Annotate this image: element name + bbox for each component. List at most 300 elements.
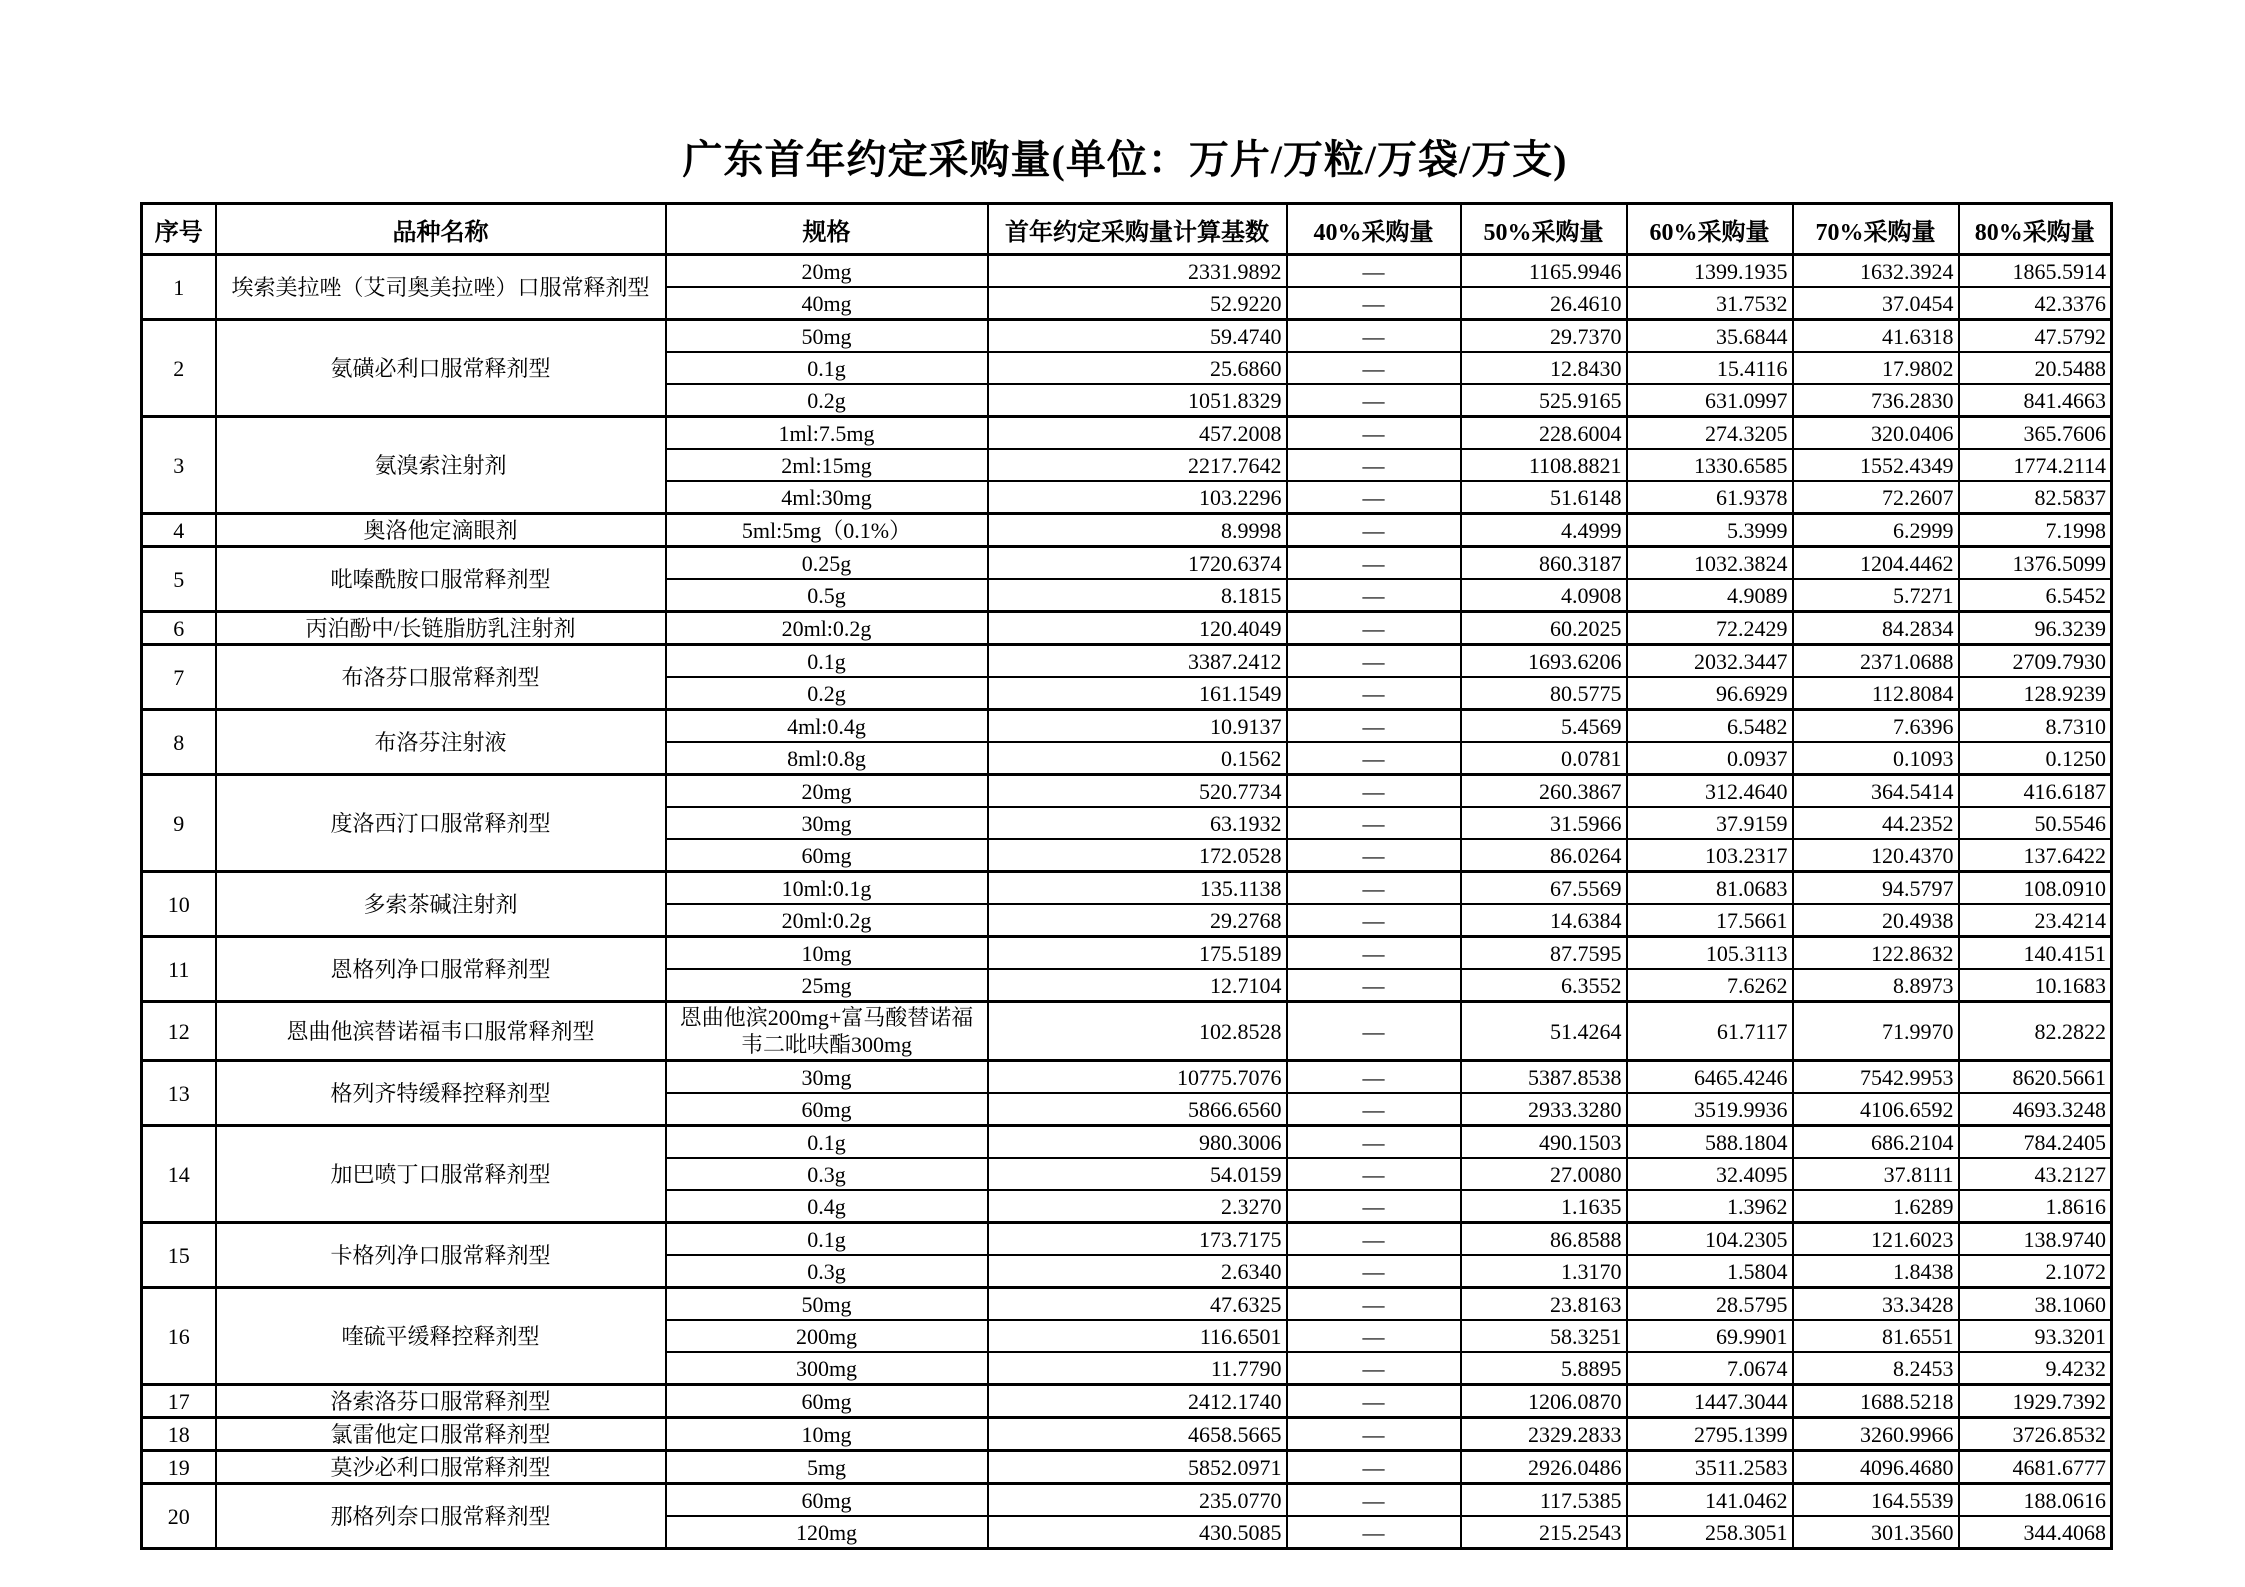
spec-cell: 20ml:0.2g xyxy=(666,612,988,645)
base-quantity-cell: 8.1815 xyxy=(988,579,1287,612)
pct70-cell: 37.0454 xyxy=(1793,287,1959,320)
pct80-cell: 841.4663 xyxy=(1959,384,2112,417)
pct70-cell: 1.8438 xyxy=(1793,1255,1959,1288)
base-quantity-cell: 1051.8329 xyxy=(988,384,1287,417)
base-quantity-cell: 52.9220 xyxy=(988,287,1287,320)
drug-name-cell: 恩格列净口服常释剂型 xyxy=(216,937,666,1002)
base-quantity-cell: 0.1562 xyxy=(988,742,1287,775)
pct80-cell: 2.1072 xyxy=(1959,1255,2112,1288)
pct80-cell: 42.3376 xyxy=(1959,287,2112,320)
pct60-cell: 1447.3044 xyxy=(1627,1385,1793,1418)
row-index-cell: 3 xyxy=(142,417,216,514)
spec-cell: 20ml:0.2g xyxy=(666,904,988,937)
pct80-cell: 6.5452 xyxy=(1959,579,2112,612)
pct40-cell: — xyxy=(1287,1126,1461,1159)
pct50-cell: 5387.8538 xyxy=(1461,1061,1627,1094)
row-index-cell: 7 xyxy=(142,645,216,710)
base-quantity-cell: 29.2768 xyxy=(988,904,1287,937)
base-quantity-cell: 2217.7642 xyxy=(988,449,1287,481)
pct50-cell: 12.8430 xyxy=(1461,352,1627,384)
pct70-cell: 1688.5218 xyxy=(1793,1385,1959,1418)
pct40-cell: — xyxy=(1287,449,1461,481)
pct40-cell: — xyxy=(1287,807,1461,839)
pct60-cell: 274.3205 xyxy=(1627,417,1793,450)
base-quantity-cell: 520.7734 xyxy=(988,775,1287,808)
drug-name-cell: 格列齐特缓释控释剂型 xyxy=(216,1061,666,1126)
drug-name-cell: 喹硫平缓释控释剂型 xyxy=(216,1288,666,1385)
row-index-cell: 6 xyxy=(142,612,216,645)
row-index-cell: 17 xyxy=(142,1385,216,1418)
pct80-cell: 4681.6777 xyxy=(1959,1451,2112,1484)
drug-name-cell: 加巴喷丁口服常释剂型 xyxy=(216,1126,666,1223)
base-quantity-cell: 2412.1740 xyxy=(988,1385,1287,1418)
pct40-cell: — xyxy=(1287,1061,1461,1094)
drug-name-cell: 多索茶碱注射剂 xyxy=(216,872,666,937)
pct80-cell: 4693.3248 xyxy=(1959,1093,2112,1126)
base-quantity-cell: 4658.5665 xyxy=(988,1418,1287,1451)
pct70-cell: 164.5539 xyxy=(1793,1484,1959,1517)
base-quantity-cell: 11.7790 xyxy=(988,1352,1287,1385)
pct40-cell: — xyxy=(1287,969,1461,1002)
drug-name-cell: 恩曲他滨替诺福韦口服常释剂型 xyxy=(216,1002,666,1061)
pct50-cell: 1165.9946 xyxy=(1461,255,1627,288)
pct40-cell: — xyxy=(1287,1385,1461,1418)
base-quantity-cell: 457.2008 xyxy=(988,417,1287,450)
spec-cell: 60mg xyxy=(666,1385,988,1418)
pct40-cell: — xyxy=(1287,1451,1461,1484)
column-header-pct80: 80%采购量 xyxy=(1959,204,2112,255)
pct50-cell: 14.6384 xyxy=(1461,904,1627,937)
drug-name-cell: 吡嗪酰胺口服常释剂型 xyxy=(216,547,666,612)
table-row xyxy=(142,1061,2112,1094)
table-row xyxy=(142,1451,2112,1484)
pct50-cell: 86.0264 xyxy=(1461,839,1627,872)
pct80-cell: 1929.7392 xyxy=(1959,1385,2112,1418)
pct40-cell: — xyxy=(1287,547,1461,580)
pct40-cell: — xyxy=(1287,481,1461,514)
pct40-cell: — xyxy=(1287,742,1461,775)
pct50-cell: 60.2025 xyxy=(1461,612,1627,645)
pct50-cell: 525.9165 xyxy=(1461,384,1627,417)
drug-name-cell: 莫沙必利口服常释剂型 xyxy=(216,1451,666,1484)
pct60-cell: 61.9378 xyxy=(1627,481,1793,514)
pct80-cell: 365.7606 xyxy=(1959,417,2112,450)
row-index-cell: 5 xyxy=(142,547,216,612)
pct50-cell: 26.4610 xyxy=(1461,287,1627,320)
pct50-cell: 51.4264 xyxy=(1461,1002,1627,1061)
drug-name-cell: 洛索洛芬口服常释剂型 xyxy=(216,1385,666,1418)
base-quantity-cell: 980.3006 xyxy=(988,1126,1287,1159)
base-quantity-cell: 5866.6560 xyxy=(988,1093,1287,1126)
pct60-cell: 103.2317 xyxy=(1627,839,1793,872)
pct80-cell: 344.4068 xyxy=(1959,1516,2112,1549)
pct70-cell: 8.2453 xyxy=(1793,1352,1959,1385)
pct50-cell: 2329.2833 xyxy=(1461,1418,1627,1451)
row-index-cell: 19 xyxy=(142,1451,216,1484)
pct60-cell: 72.2429 xyxy=(1627,612,1793,645)
pct60-cell: 1.5804 xyxy=(1627,1255,1793,1288)
row-index-cell: 9 xyxy=(142,775,216,872)
pct60-cell: 6465.4246 xyxy=(1627,1061,1793,1094)
base-quantity-cell: 12.7104 xyxy=(988,969,1287,1002)
pct40-cell: — xyxy=(1287,514,1461,547)
pct60-cell: 28.5795 xyxy=(1627,1288,1793,1321)
row-index-cell: 13 xyxy=(142,1061,216,1126)
pct50-cell: 23.8163 xyxy=(1461,1288,1627,1321)
column-header-pct40: 40%采购量 xyxy=(1287,204,1461,255)
base-quantity-cell: 2.6340 xyxy=(988,1255,1287,1288)
pct80-cell: 20.5488 xyxy=(1959,352,2112,384)
pct60-cell: 258.3051 xyxy=(1627,1516,1793,1549)
pct50-cell: 67.5569 xyxy=(1461,872,1627,905)
base-quantity-cell: 116.6501 xyxy=(988,1320,1287,1352)
spec-cell: 30mg xyxy=(666,1061,988,1094)
pct50-cell: 4.0908 xyxy=(1461,579,1627,612)
pct80-cell: 416.6187 xyxy=(1959,775,2112,808)
pct70-cell: 122.8632 xyxy=(1793,937,1959,970)
pct40-cell: — xyxy=(1287,1158,1461,1190)
base-quantity-cell: 161.1549 xyxy=(988,677,1287,710)
spec-cell: 40mg xyxy=(666,287,988,320)
pct70-cell: 71.9970 xyxy=(1793,1002,1959,1061)
pct60-cell: 1032.3824 xyxy=(1627,547,1793,580)
header-row xyxy=(142,204,2112,255)
spec-cell: 60mg xyxy=(666,839,988,872)
row-index-cell: 11 xyxy=(142,937,216,1002)
spec-cell: 25mg xyxy=(666,969,988,1002)
table-row xyxy=(142,1126,2112,1159)
spec-cell: 0.1g xyxy=(666,352,988,384)
pct70-cell: 1.6289 xyxy=(1793,1190,1959,1223)
pct70-cell: 120.4370 xyxy=(1793,839,1959,872)
pct50-cell: 1.3170 xyxy=(1461,1255,1627,1288)
spec-cell: 恩曲他滨200mg+富马酸替诺福韦二吡呋酯300mg xyxy=(666,1002,988,1061)
table-row xyxy=(142,872,2112,905)
pct80-cell: 1865.5914 xyxy=(1959,255,2112,288)
spec-cell: 50mg xyxy=(666,1288,988,1321)
pct50-cell: 6.3552 xyxy=(1461,969,1627,1002)
pct80-cell: 0.1250 xyxy=(1959,742,2112,775)
pct40-cell: — xyxy=(1287,775,1461,808)
row-index-cell: 14 xyxy=(142,1126,216,1223)
pct60-cell: 631.0997 xyxy=(1627,384,1793,417)
pct80-cell: 1.8616 xyxy=(1959,1190,2112,1223)
pct60-cell: 15.4116 xyxy=(1627,352,1793,384)
pct70-cell: 8.8973 xyxy=(1793,969,1959,1002)
column-header-index: 序号 xyxy=(142,204,216,255)
pct70-cell: 6.2999 xyxy=(1793,514,1959,547)
pct70-cell: 37.8111 xyxy=(1793,1158,1959,1190)
row-index-cell: 12 xyxy=(142,1002,216,1061)
row-index-cell: 18 xyxy=(142,1418,216,1451)
base-quantity-cell: 103.2296 xyxy=(988,481,1287,514)
pct70-cell: 320.0406 xyxy=(1793,417,1959,450)
pct50-cell: 80.5775 xyxy=(1461,677,1627,710)
pct80-cell: 23.4214 xyxy=(1959,904,2112,937)
pct70-cell: 112.8084 xyxy=(1793,677,1959,710)
table-body xyxy=(142,255,2112,1549)
base-quantity-cell: 10775.7076 xyxy=(988,1061,1287,1094)
pct40-cell: — xyxy=(1287,1223,1461,1256)
pct70-cell: 33.3428 xyxy=(1793,1288,1959,1321)
pct80-cell: 137.6422 xyxy=(1959,839,2112,872)
base-quantity-cell: 235.0770 xyxy=(988,1484,1287,1517)
pct60-cell: 1.3962 xyxy=(1627,1190,1793,1223)
row-index-cell: 4 xyxy=(142,514,216,547)
pct80-cell: 7.1998 xyxy=(1959,514,2112,547)
pct50-cell: 86.8588 xyxy=(1461,1223,1627,1256)
base-quantity-cell: 25.6860 xyxy=(988,352,1287,384)
pct50-cell: 215.2543 xyxy=(1461,1516,1627,1549)
table-row xyxy=(142,775,2112,808)
pct50-cell: 5.8895 xyxy=(1461,1352,1627,1385)
base-quantity-cell: 54.0159 xyxy=(988,1158,1287,1190)
pct70-cell: 44.2352 xyxy=(1793,807,1959,839)
pct60-cell: 1330.6585 xyxy=(1627,449,1793,481)
spec-cell: 2ml:15mg xyxy=(666,449,988,481)
pct60-cell: 0.0937 xyxy=(1627,742,1793,775)
pct60-cell: 7.0674 xyxy=(1627,1352,1793,1385)
column-header-pct50: 50%采购量 xyxy=(1461,204,1627,255)
drug-name-cell: 丙泊酚中/长链脂肪乳注射剂 xyxy=(216,612,666,645)
table-row xyxy=(142,1223,2112,1256)
pct80-cell: 3726.8532 xyxy=(1959,1418,2112,1451)
pct60-cell: 2795.1399 xyxy=(1627,1418,1793,1451)
pct50-cell: 0.0781 xyxy=(1461,742,1627,775)
base-quantity-cell: 3387.2412 xyxy=(988,645,1287,678)
pct40-cell: — xyxy=(1287,872,1461,905)
row-index-cell: 10 xyxy=(142,872,216,937)
base-quantity-cell: 430.5085 xyxy=(988,1516,1287,1549)
table-row xyxy=(142,1288,2112,1321)
table-row xyxy=(142,320,2112,353)
pct40-cell: — xyxy=(1287,1255,1461,1288)
spec-cell: 50mg xyxy=(666,320,988,353)
spec-cell: 0.1g xyxy=(666,1126,988,1159)
pct80-cell: 1376.5099 xyxy=(1959,547,2112,580)
pct60-cell: 3511.2583 xyxy=(1627,1451,1793,1484)
pct80-cell: 8620.5661 xyxy=(1959,1061,2112,1094)
pct80-cell: 140.4151 xyxy=(1959,937,2112,970)
base-quantity-cell: 173.7175 xyxy=(988,1223,1287,1256)
pct70-cell: 121.6023 xyxy=(1793,1223,1959,1256)
pct80-cell: 138.9740 xyxy=(1959,1223,2112,1256)
table-row xyxy=(142,1484,2112,1517)
spec-cell: 0.1g xyxy=(666,645,988,678)
base-quantity-cell: 59.4740 xyxy=(988,320,1287,353)
spec-cell: 0.2g xyxy=(666,384,988,417)
table-row xyxy=(142,1002,2112,1061)
spec-cell: 10mg xyxy=(666,937,988,970)
pct40-cell: — xyxy=(1287,677,1461,710)
pct70-cell: 364.5414 xyxy=(1793,775,1959,808)
pct40-cell: — xyxy=(1287,352,1461,384)
table-row xyxy=(142,514,2112,547)
table-row xyxy=(142,937,2112,970)
pct70-cell: 41.6318 xyxy=(1793,320,1959,353)
pct70-cell: 4096.4680 xyxy=(1793,1451,1959,1484)
spec-cell: 4ml:0.4g xyxy=(666,710,988,743)
row-index-cell: 1 xyxy=(142,255,216,320)
pct40-cell: — xyxy=(1287,1516,1461,1549)
pct60-cell: 6.5482 xyxy=(1627,710,1793,743)
pct60-cell: 31.7532 xyxy=(1627,287,1793,320)
pct60-cell: 7.6262 xyxy=(1627,969,1793,1002)
drug-name-cell: 布洛芬注射液 xyxy=(216,710,666,775)
pct80-cell: 82.5837 xyxy=(1959,481,2112,514)
pct70-cell: 17.9802 xyxy=(1793,352,1959,384)
pct80-cell: 93.3201 xyxy=(1959,1320,2112,1352)
pct50-cell: 87.7595 xyxy=(1461,937,1627,970)
base-quantity-cell: 47.6325 xyxy=(988,1288,1287,1321)
pct80-cell: 50.5546 xyxy=(1959,807,2112,839)
pct70-cell: 736.2830 xyxy=(1793,384,1959,417)
spec-cell: 5ml:5mg（0.1%） xyxy=(666,514,988,547)
row-index-cell: 2 xyxy=(142,320,216,417)
pct40-cell: — xyxy=(1287,417,1461,450)
row-index-cell: 15 xyxy=(142,1223,216,1288)
pct70-cell: 81.6551 xyxy=(1793,1320,1959,1352)
table-row xyxy=(142,645,2112,678)
pct70-cell: 3260.9966 xyxy=(1793,1418,1959,1451)
pct60-cell: 61.7117 xyxy=(1627,1002,1793,1061)
pct60-cell: 1399.1935 xyxy=(1627,255,1793,288)
pct50-cell: 1108.8821 xyxy=(1461,449,1627,481)
spec-cell: 300mg xyxy=(666,1352,988,1385)
pct50-cell: 4.4999 xyxy=(1461,514,1627,547)
pct80-cell: 10.1683 xyxy=(1959,969,2112,1002)
drug-name-cell: 氨磺必利口服常释剂型 xyxy=(216,320,666,417)
spec-cell: 5mg xyxy=(666,1451,988,1484)
pct70-cell: 4106.6592 xyxy=(1793,1093,1959,1126)
pct40-cell: — xyxy=(1287,1002,1461,1061)
spec-cell: 10ml:0.1g xyxy=(666,872,988,905)
drug-name-cell: 卡格列净口服常释剂型 xyxy=(216,1223,666,1288)
procurement-table xyxy=(140,202,2113,1550)
drug-name-cell: 度洛西汀口服常释剂型 xyxy=(216,775,666,872)
base-quantity-cell: 2331.9892 xyxy=(988,255,1287,288)
base-quantity-cell: 10.9137 xyxy=(988,710,1287,743)
spec-cell: 60mg xyxy=(666,1484,988,1517)
pct60-cell: 17.5661 xyxy=(1627,904,1793,937)
drug-name-cell: 氨溴索注射剂 xyxy=(216,417,666,514)
table-row xyxy=(142,710,2112,743)
pct60-cell: 105.3113 xyxy=(1627,937,1793,970)
drug-name-cell: 奥洛他定滴眼剂 xyxy=(216,514,666,547)
base-quantity-cell: 172.0528 xyxy=(988,839,1287,872)
pct70-cell: 1632.3924 xyxy=(1793,255,1959,288)
pct50-cell: 490.1503 xyxy=(1461,1126,1627,1159)
pct70-cell: 7542.9953 xyxy=(1793,1061,1959,1094)
pct70-cell: 2371.0688 xyxy=(1793,645,1959,678)
pct60-cell: 312.4640 xyxy=(1627,775,1793,808)
table-row xyxy=(142,417,2112,450)
pct50-cell: 5.4569 xyxy=(1461,710,1627,743)
pct80-cell: 2709.7930 xyxy=(1959,645,2112,678)
pct40-cell: — xyxy=(1287,612,1461,645)
table-row xyxy=(142,255,2112,288)
pct60-cell: 37.9159 xyxy=(1627,807,1793,839)
pct70-cell: 94.5797 xyxy=(1793,872,1959,905)
row-index-cell: 16 xyxy=(142,1288,216,1385)
pct40-cell: — xyxy=(1287,1484,1461,1517)
base-quantity-cell: 63.1932 xyxy=(988,807,1287,839)
page-title: 广东首年约定采购量(单位：万片/万粒/万袋/万支) xyxy=(682,137,1568,182)
spec-cell: 0.4g xyxy=(666,1190,988,1223)
pct50-cell: 31.5966 xyxy=(1461,807,1627,839)
spec-cell: 1ml:7.5mg xyxy=(666,417,988,450)
pct60-cell: 104.2305 xyxy=(1627,1223,1793,1256)
spec-cell: 4ml:30mg xyxy=(666,481,988,514)
pct50-cell: 29.7370 xyxy=(1461,320,1627,353)
base-quantity-cell: 1720.6374 xyxy=(988,547,1287,580)
pct50-cell: 1206.0870 xyxy=(1461,1385,1627,1418)
pct70-cell: 72.2607 xyxy=(1793,481,1959,514)
pct80-cell: 43.2127 xyxy=(1959,1158,2112,1190)
pct40-cell: — xyxy=(1287,937,1461,970)
pct40-cell: — xyxy=(1287,579,1461,612)
pct40-cell: — xyxy=(1287,904,1461,937)
base-quantity-cell: 5852.0971 xyxy=(988,1451,1287,1484)
pct40-cell: — xyxy=(1287,1093,1461,1126)
pct40-cell: — xyxy=(1287,1352,1461,1385)
pct80-cell: 108.0910 xyxy=(1959,872,2112,905)
pct40-cell: — xyxy=(1287,255,1461,288)
drug-name-cell: 埃索美拉唑（艾司奥美拉唑）口服常释剂型 xyxy=(216,255,666,320)
pct40-cell: — xyxy=(1287,710,1461,743)
base-quantity-cell: 102.8528 xyxy=(988,1002,1287,1061)
base-quantity-cell: 175.5189 xyxy=(988,937,1287,970)
pct80-cell: 47.5792 xyxy=(1959,320,2112,353)
pct40-cell: — xyxy=(1287,1288,1461,1321)
pct50-cell: 58.3251 xyxy=(1461,1320,1627,1352)
pct60-cell: 588.1804 xyxy=(1627,1126,1793,1159)
spec-cell: 0.1g xyxy=(666,1223,988,1256)
column-header-drug-name: 品种名称 xyxy=(216,204,666,255)
pct70-cell: 686.2104 xyxy=(1793,1126,1959,1159)
column-header-pct70: 70%采购量 xyxy=(1793,204,1959,255)
pct50-cell: 1693.6206 xyxy=(1461,645,1627,678)
table-row xyxy=(142,1418,2112,1451)
pct40-cell: — xyxy=(1287,287,1461,320)
pct80-cell: 128.9239 xyxy=(1959,677,2112,710)
column-header-spec: 规格 xyxy=(666,204,988,255)
pct80-cell: 9.4232 xyxy=(1959,1352,2112,1385)
pct50-cell: 117.5385 xyxy=(1461,1484,1627,1517)
pct50-cell: 2933.3280 xyxy=(1461,1093,1627,1126)
drug-name-cell: 布洛芬口服常释剂型 xyxy=(216,645,666,710)
spec-cell: 30mg xyxy=(666,807,988,839)
pct70-cell: 1552.4349 xyxy=(1793,449,1959,481)
pct60-cell: 5.3999 xyxy=(1627,514,1793,547)
pct80-cell: 784.2405 xyxy=(1959,1126,2112,1159)
pct70-cell: 0.1093 xyxy=(1793,742,1959,775)
row-index-cell: 8 xyxy=(142,710,216,775)
pct70-cell: 7.6396 xyxy=(1793,710,1959,743)
pct80-cell: 188.0616 xyxy=(1959,1484,2112,1517)
pct40-cell: — xyxy=(1287,320,1461,353)
spec-cell: 0.2g xyxy=(666,677,988,710)
pct70-cell: 1204.4462 xyxy=(1793,547,1959,580)
drug-name-cell: 氯雷他定口服常释剂型 xyxy=(216,1418,666,1451)
base-quantity-cell: 135.1138 xyxy=(988,872,1287,905)
spec-cell: 8ml:0.8g xyxy=(666,742,988,775)
pct60-cell: 32.4095 xyxy=(1627,1158,1793,1190)
pct80-cell: 96.3239 xyxy=(1959,612,2112,645)
pct80-cell: 1774.2114 xyxy=(1959,449,2112,481)
base-quantity-cell: 8.9998 xyxy=(988,514,1287,547)
pct50-cell: 228.6004 xyxy=(1461,417,1627,450)
